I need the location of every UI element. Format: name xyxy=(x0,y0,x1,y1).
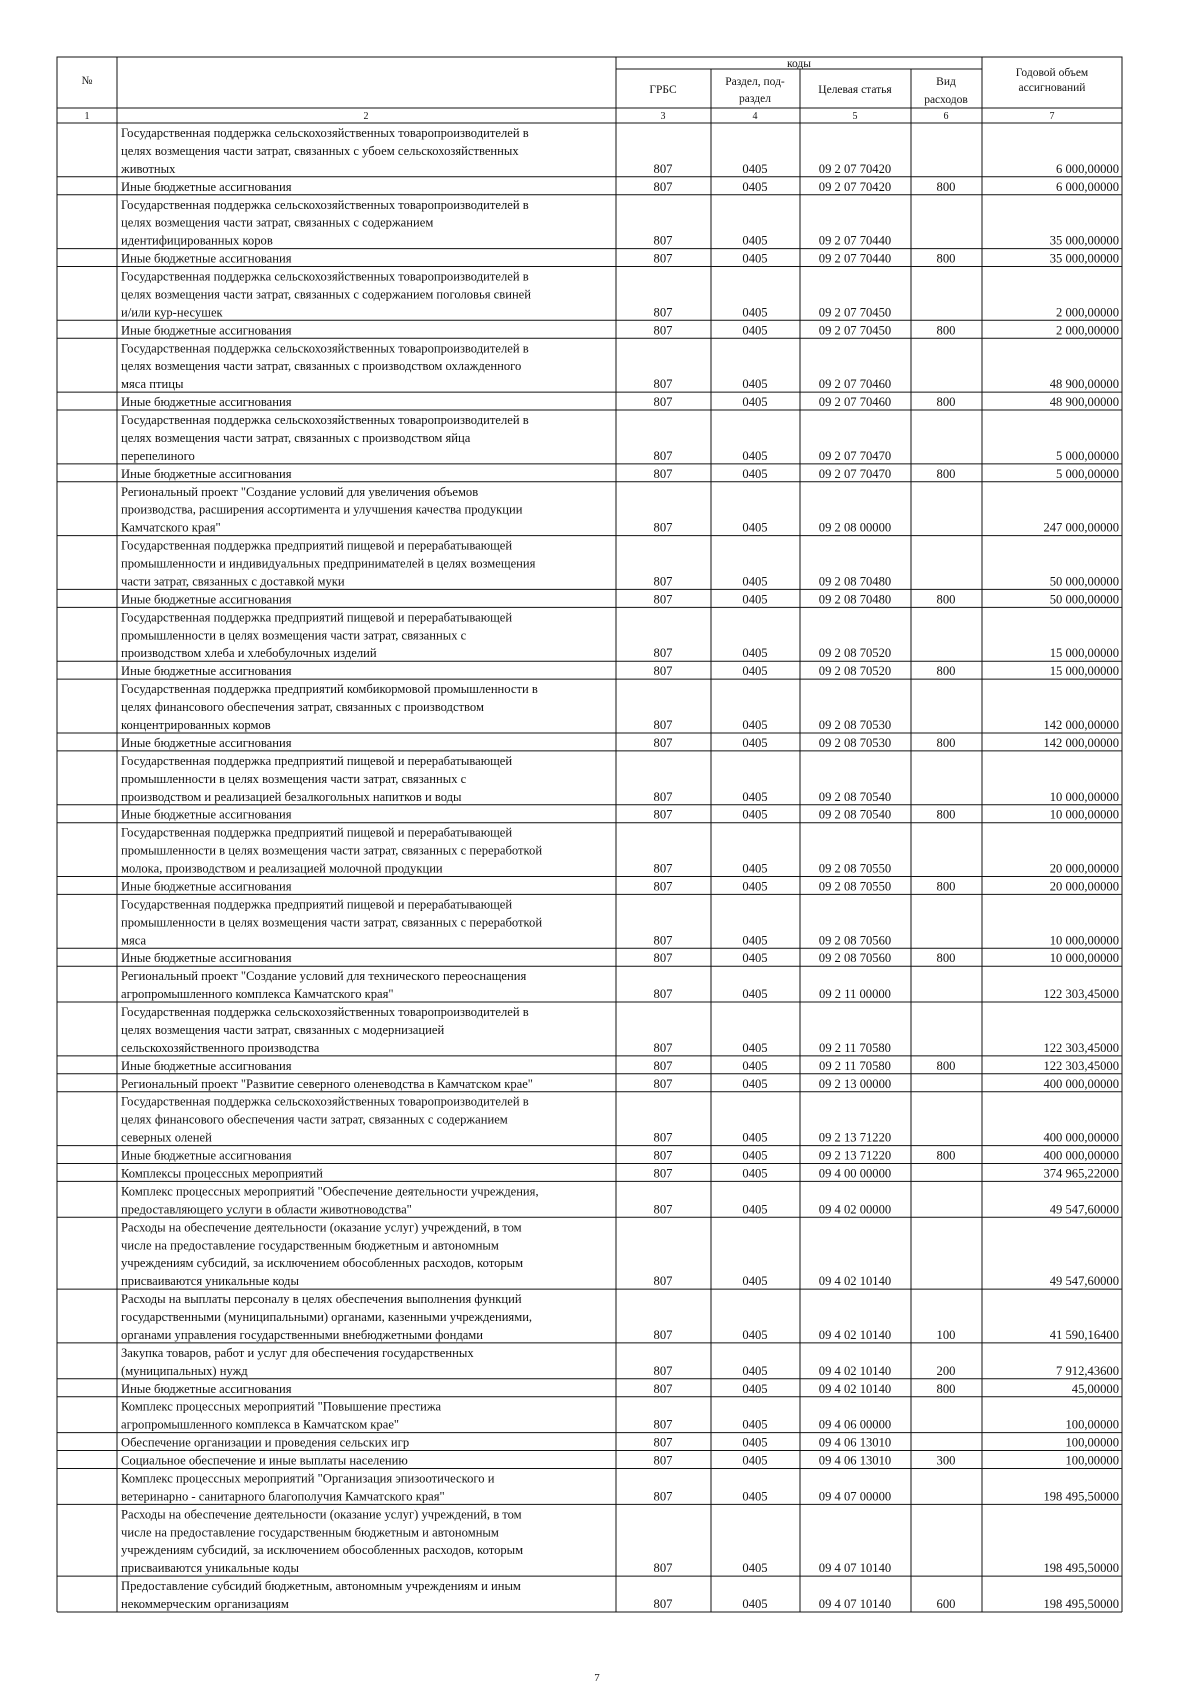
row-target: 09 2 11 70580 xyxy=(819,1058,891,1073)
row-description-line: числе на предоставление государственным бюджетным и автономным xyxy=(121,1238,499,1253)
row-description-line: присваиваются уникальные коды xyxy=(121,1561,299,1576)
row-section: 0405 xyxy=(742,1058,768,1073)
row-target: 09 4 07 10140 xyxy=(818,1561,892,1576)
row-description-line: Расходы на выплаты персоналу в целях обеспечения выполнения функций xyxy=(121,1292,522,1307)
row-target: 09 2 13 00000 xyxy=(818,1076,892,1091)
row-description-line: целях возмещения части затрат, связанных с модернизацией xyxy=(121,1023,445,1037)
row-description-line: Предоставление субсидий бюджетным, автономным учреждениям и иным xyxy=(121,1579,521,1594)
row-description-line: Государственная поддержка сельскохозяйственных товаропроизводителей в xyxy=(121,1094,529,1109)
row-grbs: 807 xyxy=(653,1040,673,1055)
row-description-line: Иные бюджетные ассигнования xyxy=(121,1058,292,1073)
row-description-line: Государственная поддержка предприятий пищевой и перерабатывающей xyxy=(121,610,513,625)
row-sum: 2 000,00000 xyxy=(1056,323,1119,338)
row-sum: 400 000,00000 xyxy=(1043,1148,1119,1163)
row-description-line: Региональный проект "Создание условий для увеличения объемов xyxy=(121,484,479,499)
colnum-7: 7 xyxy=(1049,111,1055,122)
row-vid: 800 xyxy=(936,735,956,750)
row-grbs: 807 xyxy=(653,987,673,1002)
row-vid: 800 xyxy=(936,395,956,410)
row-section: 0405 xyxy=(742,1076,768,1091)
row-grbs: 807 xyxy=(653,574,673,589)
row-description-line: Региональный проект "Развитие северного оленеводства в Камчатском крае" xyxy=(121,1076,533,1091)
row-target: 09 2 08 70540 xyxy=(818,807,892,822)
row-section: 0405 xyxy=(742,466,768,481)
row-target: 09 2 07 70440 xyxy=(818,251,892,266)
row-section: 0405 xyxy=(742,879,768,894)
row-grbs: 807 xyxy=(653,466,673,481)
row-sum: 100,00000 xyxy=(1065,1417,1119,1432)
row-description-line: государственными (муниципальными) органами, казенными учреждениями, xyxy=(121,1310,533,1324)
row-target: 09 4 07 00000 xyxy=(818,1489,892,1504)
row-target: 09 2 07 70450 xyxy=(818,323,892,338)
row-vid: 800 xyxy=(936,592,956,607)
row-section: 0405 xyxy=(742,395,768,410)
row-sum: 35 000,00000 xyxy=(1049,233,1119,248)
row-grbs: 807 xyxy=(653,861,673,876)
row-target: 09 2 07 70420 xyxy=(818,179,892,194)
row-sum: 198 495,50000 xyxy=(1043,1561,1119,1576)
row-section: 0405 xyxy=(742,1148,768,1163)
row-sum: 198 495,50000 xyxy=(1043,1597,1119,1612)
row-target: 09 2 11 00000 xyxy=(819,987,891,1002)
row-target: 09 2 07 70470 xyxy=(818,466,892,481)
row-sum: 100,00000 xyxy=(1065,1435,1119,1450)
row-description-line: Государственная поддержка сельскохозяйственных товаропроизводителей в xyxy=(121,197,529,212)
row-section: 0405 xyxy=(742,646,768,661)
row-sum: 5 000,00000 xyxy=(1056,466,1119,481)
header-grbs: ГРБС xyxy=(649,84,677,96)
header-num: № xyxy=(81,75,93,87)
header-section-2: раздел xyxy=(739,93,771,105)
row-sum: 6 000,00000 xyxy=(1056,179,1119,194)
row-description-line: молока, производством и реализацией молочной продукции xyxy=(121,861,443,876)
row-description-line: производством хлеба и хлебобулочных изделий xyxy=(121,646,377,661)
colnum-3: 3 xyxy=(660,111,666,122)
row-description-line: целях финансового обеспечения части затрат, связанных с содержанием xyxy=(121,1112,508,1127)
colnum-2: 2 xyxy=(363,111,369,122)
row-section: 0405 xyxy=(742,574,768,589)
row-grbs: 807 xyxy=(653,1417,673,1432)
row-grbs: 807 xyxy=(653,1076,673,1091)
row-target: 09 2 07 70440 xyxy=(818,233,892,248)
row-grbs: 807 xyxy=(653,789,673,804)
row-description-line: Государственная поддержка сельскохозяйственных товаропроизводителей в xyxy=(121,413,529,427)
row-sum: 49 547,60000 xyxy=(1049,1274,1119,1289)
row-target: 09 2 07 70420 xyxy=(818,161,892,176)
row-section: 0405 xyxy=(742,1435,768,1450)
row-section: 0405 xyxy=(742,807,768,822)
row-section: 0405 xyxy=(742,933,768,948)
row-sum: 41 590,16400 xyxy=(1049,1328,1119,1342)
row-vid: 300 xyxy=(936,1453,956,1468)
row-description-line: Иные бюджетные ассигнования xyxy=(121,1148,292,1163)
row-target: 09 4 06 00000 xyxy=(818,1417,892,1432)
row-description-line: агропромышленного комплекса Камчатского края" xyxy=(121,987,394,1002)
row-grbs: 807 xyxy=(653,879,673,894)
row-target: 09 2 08 70550 xyxy=(818,879,892,894)
row-grbs: 807 xyxy=(653,664,673,679)
row-description-line: Государственная поддержка предприятий пищевой и перерабатывающей xyxy=(121,753,513,768)
row-section: 0405 xyxy=(742,448,768,463)
row-vid: 800 xyxy=(936,323,956,338)
row-description-line: учреждениям субсидий, за исключением обособленных расходов, которым xyxy=(121,1256,524,1271)
row-description-line: числе на предоставление государственным бюджетным и автономным xyxy=(121,1525,499,1540)
row-target: 09 2 13 71220 xyxy=(818,1148,892,1163)
row-grbs: 807 xyxy=(653,251,673,266)
row-description-line: промышленности в целях возмещения части затрат, связанных с переработкой xyxy=(121,843,543,858)
row-target: 09 2 11 70580 xyxy=(819,1040,891,1055)
row-target: 09 2 08 70540 xyxy=(818,789,892,804)
row-section: 0405 xyxy=(742,179,768,194)
row-description-line: Обеспечение организации и проведения сельских игр xyxy=(121,1435,410,1450)
row-target: 09 2 08 70560 xyxy=(818,951,892,966)
row-target: 09 2 08 70520 xyxy=(818,664,892,679)
row-grbs: 807 xyxy=(653,161,673,176)
row-vid: 800 xyxy=(936,807,956,822)
row-section: 0405 xyxy=(742,520,768,535)
row-target: 09 4 06 13010 xyxy=(818,1453,892,1468)
row-section: 0405 xyxy=(742,305,768,320)
row-sum: 15 000,00000 xyxy=(1049,646,1119,661)
row-sum: 7 912,43600 xyxy=(1056,1363,1119,1378)
row-sum: 122 303,45000 xyxy=(1043,1040,1119,1055)
row-section: 0405 xyxy=(742,1274,768,1289)
row-vid: 800 xyxy=(936,1148,956,1163)
row-grbs: 807 xyxy=(653,951,673,966)
row-section: 0405 xyxy=(742,664,768,679)
row-grbs: 807 xyxy=(653,1058,673,1073)
row-vid: 800 xyxy=(936,179,956,194)
row-description-line: Региональный проект "Создание условий для технического переоснащения xyxy=(121,969,527,984)
header-volume-2: ассигнований xyxy=(1018,82,1086,94)
row-grbs: 807 xyxy=(653,1148,673,1163)
row-target: 09 2 08 70520 xyxy=(818,646,892,661)
row-sum: 10 000,00000 xyxy=(1049,933,1119,948)
row-description-line: Иные бюджетные ассигнования xyxy=(121,466,292,481)
row-sum: 48 900,00000 xyxy=(1049,377,1119,392)
row-sum: 400 000,00000 xyxy=(1043,1130,1119,1145)
row-target: 09 2 08 70550 xyxy=(818,861,892,876)
row-description-line: учреждениям субсидий, за исключением обособленных расходов, которым xyxy=(121,1543,524,1558)
row-description-line: целях возмещения части затрат, связанных с убоем сельскохозяйственных xyxy=(121,143,519,158)
row-description-line: Иные бюджетные ассигнования xyxy=(121,179,292,194)
row-description-line: агропромышленного комплекса в Камчатском крае" xyxy=(121,1417,400,1432)
row-sum: 35 000,00000 xyxy=(1049,251,1119,266)
row-section: 0405 xyxy=(742,861,768,876)
row-description-line: Иные бюджетные ассигнования xyxy=(121,592,292,607)
row-target: 09 4 02 10140 xyxy=(818,1363,892,1378)
row-description-line: Государственная поддержка сельскохозяйственных товаропроизводителей в xyxy=(121,126,529,140)
row-grbs: 807 xyxy=(653,1202,673,1217)
row-sum: 50 000,00000 xyxy=(1049,574,1119,589)
row-section: 0405 xyxy=(742,1597,768,1612)
row-section: 0405 xyxy=(742,1489,768,1504)
row-target: 09 2 07 70450 xyxy=(818,305,892,320)
row-sum: 49 547,60000 xyxy=(1049,1202,1119,1217)
row-description-line: идентифицированных коров xyxy=(121,233,273,248)
row-section: 0405 xyxy=(742,377,768,392)
row-grbs: 807 xyxy=(653,1453,673,1468)
row-grbs: 807 xyxy=(653,933,673,948)
row-vid: 800 xyxy=(936,951,956,966)
row-sum: 5 000,00000 xyxy=(1056,448,1119,463)
row-description-line: Государственная поддержка предприятий пищевой и перерабатывающей xyxy=(121,897,513,912)
row-description-line: промышленности и индивидуальных предпринимателей в целях возмещения xyxy=(121,556,536,571)
row-target: 09 2 08 00000 xyxy=(818,520,892,535)
row-description-line: Государственная поддержка предприятий комбикормовой промышленности в xyxy=(121,682,538,697)
row-vid: 800 xyxy=(936,664,956,679)
row-sum: 48 900,00000 xyxy=(1049,395,1119,410)
row-target: 09 4 02 10140 xyxy=(818,1274,892,1289)
row-section: 0405 xyxy=(742,323,768,338)
row-section: 0405 xyxy=(742,1417,768,1432)
row-grbs: 807 xyxy=(653,718,673,732)
row-grbs: 807 xyxy=(653,395,673,410)
row-description-line: промышленности в целях возмещения части затрат, связанных с xyxy=(121,628,467,643)
row-grbs: 807 xyxy=(653,305,673,320)
row-description-line: целях финансового обеспечения затрат, связанных с производством xyxy=(121,700,484,715)
row-description-line: Государственная поддержка предприятий пищевой и перерабатывающей xyxy=(121,538,513,553)
row-vid: 800 xyxy=(936,251,956,266)
row-description-line: производством и реализацией безалкогольных напитков и воды xyxy=(121,789,462,804)
row-grbs: 807 xyxy=(653,1381,673,1396)
row-grbs: 807 xyxy=(653,233,673,248)
row-sum: 6 000,00000 xyxy=(1056,161,1119,176)
row-description-line: Государственная поддержка сельскохозяйственных товаропроизводителей в xyxy=(121,269,529,284)
header-codes: коды xyxy=(787,58,811,70)
row-target: 09 4 02 10140 xyxy=(818,1328,892,1342)
row-grbs: 807 xyxy=(653,1166,673,1181)
row-grbs: 807 xyxy=(653,1328,673,1342)
row-grbs: 807 xyxy=(653,1561,673,1576)
row-sum: 142 000,00000 xyxy=(1043,735,1119,750)
row-grbs: 807 xyxy=(653,1435,673,1450)
header-vid-2: расходов xyxy=(924,94,968,106)
header-vid-1: Вид xyxy=(936,76,956,88)
row-grbs: 807 xyxy=(653,807,673,822)
header-target: Целевая статья xyxy=(818,84,892,96)
row-section: 0405 xyxy=(742,1328,768,1342)
row-section: 0405 xyxy=(742,233,768,248)
colnum-4: 4 xyxy=(752,111,758,122)
row-sum: 45,00000 xyxy=(1071,1381,1119,1396)
row-description-line: Иные бюджетные ассигнования xyxy=(121,951,292,966)
row-sum: 100,00000 xyxy=(1065,1453,1119,1468)
row-target: 09 4 00 00000 xyxy=(818,1166,892,1181)
row-section: 0405 xyxy=(742,1130,768,1145)
row-section: 0405 xyxy=(742,1202,768,1217)
row-description-line: Иные бюджетные ассигнования xyxy=(121,807,292,822)
row-description-line: целях возмещения части затрат, связанных с содержанием поголовья свиней xyxy=(121,287,532,302)
row-section: 0405 xyxy=(742,987,768,1002)
row-sum: 400 000,00000 xyxy=(1043,1076,1119,1091)
row-description-line: Иные бюджетные ассигнования xyxy=(121,879,292,894)
row-description-line: Комплексы процессных мероприятий xyxy=(121,1166,323,1181)
row-section: 0405 xyxy=(742,592,768,607)
row-description-line: Закупка товаров, работ и услуг для обеспечения государственных xyxy=(121,1345,474,1360)
row-section: 0405 xyxy=(742,951,768,966)
row-sum: 198 495,50000 xyxy=(1043,1489,1119,1504)
row-sum: 20 000,00000 xyxy=(1049,861,1119,876)
row-grbs: 807 xyxy=(653,323,673,338)
row-grbs: 807 xyxy=(653,1130,673,1145)
row-description-line: ветеринарно - санитарного благополучия Камчатского края" xyxy=(121,1489,445,1504)
row-grbs: 807 xyxy=(653,1597,673,1612)
row-grbs: 807 xyxy=(653,1363,673,1378)
row-vid: 800 xyxy=(936,466,956,481)
row-sum: 20 000,00000 xyxy=(1049,879,1119,894)
row-description-line: промышленности в целях возмещения части затрат, связанных с переработкой xyxy=(121,915,543,930)
row-description-line: предоставляющего услуги в области животноводства" xyxy=(121,1202,412,1217)
row-description-line: части затрат, связанных с доставкой муки xyxy=(121,574,345,589)
page-number: 7 xyxy=(594,1672,600,1684)
row-target: 09 4 07 10140 xyxy=(818,1597,892,1612)
row-description-line: северных оленей xyxy=(121,1130,212,1145)
row-grbs: 807 xyxy=(653,448,673,463)
row-sum: 122 303,45000 xyxy=(1043,1058,1119,1073)
row-vid: 800 xyxy=(936,879,956,894)
row-sum: 10 000,00000 xyxy=(1049,789,1119,804)
row-section: 0405 xyxy=(742,1166,768,1181)
row-description-line: некоммерческим организациям xyxy=(121,1597,289,1612)
row-section: 0405 xyxy=(742,251,768,266)
row-description-line: сельскохозяйственного производства xyxy=(121,1040,320,1055)
row-description-line: Иные бюджетные ассигнования xyxy=(121,323,292,338)
row-description-line: Социальное обеспечение и иные выплаты населению xyxy=(121,1453,408,1468)
row-description-line: промышленности в целях возмещения части затрат, связанных с xyxy=(121,771,467,786)
row-section: 0405 xyxy=(742,161,768,176)
row-description-line: Иные бюджетные ассигнования xyxy=(121,664,292,679)
row-section: 0405 xyxy=(742,1561,768,1576)
row-target: 09 2 08 70530 xyxy=(818,735,892,750)
row-description-line: мяса птицы xyxy=(121,377,184,392)
colnum-6: 6 xyxy=(943,111,949,122)
row-sum: 374 965,22000 xyxy=(1043,1166,1119,1181)
row-description-line: целях возмещения части затрат, связанных с производством охлажденного xyxy=(121,359,522,374)
row-sum: 122 303,45000 xyxy=(1043,987,1119,1002)
row-sum: 10 000,00000 xyxy=(1049,951,1119,966)
row-grbs: 807 xyxy=(653,646,673,661)
row-section: 0405 xyxy=(742,1381,768,1396)
row-description-line: Иные бюджетные ассигнования xyxy=(121,395,292,410)
row-sum: 247 000,00000 xyxy=(1043,520,1119,535)
row-target: 09 2 07 70460 xyxy=(818,377,892,392)
header-section-1: Раздел, под- xyxy=(725,76,785,88)
row-description-line: Камчатского края" xyxy=(121,520,221,535)
row-vid: 800 xyxy=(936,1381,956,1396)
row-description-line: присваиваются уникальные коды xyxy=(121,1274,299,1289)
row-description-line: производства, расширения ассортимента и улучшения качества продукции xyxy=(121,502,523,517)
row-grbs: 807 xyxy=(653,377,673,392)
row-section: 0405 xyxy=(742,1453,768,1468)
row-description-line: животных xyxy=(121,161,176,176)
row-description-line: концентрированных кормов xyxy=(121,718,271,732)
row-grbs: 807 xyxy=(653,592,673,607)
row-sum: 10 000,00000 xyxy=(1049,807,1119,822)
row-description-line: Государственная поддержка предприятий пищевой и перерабатывающей xyxy=(121,825,513,840)
colnum-1: 1 xyxy=(84,111,90,122)
row-description-line: Расходы на обеспечение деятельности (оказание услуг) учреждений, в том xyxy=(121,1220,522,1235)
row-sum: 15 000,00000 xyxy=(1049,664,1119,679)
row-description-line: Государственная поддержка сельскохозяйственных товаропроизводителей в xyxy=(121,1005,529,1019)
row-grbs: 807 xyxy=(653,1489,673,1504)
row-vid: 800 xyxy=(936,1058,956,1073)
row-target: 09 4 06 13010 xyxy=(818,1435,892,1450)
row-description-line: Иные бюджетные ассигнования xyxy=(121,735,292,750)
row-grbs: 807 xyxy=(653,520,673,535)
row-description-line: органами управления государственными внебюджетными фондами xyxy=(121,1328,484,1342)
row-description-line: целях возмещения части затрат, связанных с производством яйца xyxy=(121,431,471,445)
row-sum: 142 000,00000 xyxy=(1043,718,1119,732)
row-description-line: Государственная поддержка сельскохозяйственных товаропроизводителей в xyxy=(121,341,529,356)
row-description-line: целях возмещения части затрат, связанных с содержанием xyxy=(121,215,434,230)
row-sum: 50 000,00000 xyxy=(1049,592,1119,607)
row-vid: 100 xyxy=(936,1328,956,1342)
row-grbs: 807 xyxy=(653,179,673,194)
row-description-line: Комплекс процессных мероприятий "Обеспечение деятельности учреждения, xyxy=(121,1184,539,1199)
row-description-line: и/или кур-несушек xyxy=(121,305,223,320)
row-target: 09 2 08 70480 xyxy=(818,592,892,607)
row-description-line: мяса xyxy=(121,933,147,948)
row-description-line: Комплекс процессных мероприятий "Организация эпизоотического и xyxy=(121,1471,495,1486)
row-section: 0405 xyxy=(742,789,768,804)
row-target: 09 2 07 70470 xyxy=(818,448,892,463)
row-section: 0405 xyxy=(742,1040,768,1055)
row-vid: 200 xyxy=(936,1363,956,1378)
row-description-line: Комплекс процессных мероприятий "Повышение престижа xyxy=(121,1399,442,1414)
row-target: 09 2 08 70530 xyxy=(818,718,892,732)
header-volume-1: Годовой объем xyxy=(1015,67,1089,79)
row-description-line: Расходы на обеспечение деятельности (оказание услуг) учреждений, в том xyxy=(121,1507,522,1522)
row-grbs: 807 xyxy=(653,735,673,750)
row-description-line: перепелиного xyxy=(121,448,195,463)
row-target: 09 4 02 10140 xyxy=(818,1381,892,1396)
row-description-line: (муниципальных) нужд xyxy=(121,1363,248,1378)
row-section: 0405 xyxy=(742,718,768,732)
row-target: 09 2 08 70560 xyxy=(818,933,892,948)
row-sum: 2 000,00000 xyxy=(1056,305,1119,320)
row-target: 09 2 08 70480 xyxy=(818,574,892,589)
row-target: 09 2 07 70460 xyxy=(818,395,892,410)
row-section: 0405 xyxy=(742,1363,768,1378)
row-description-line: Иные бюджетные ассигнования xyxy=(121,251,292,266)
row-target: 09 2 13 71220 xyxy=(818,1130,892,1145)
row-target: 09 4 02 00000 xyxy=(818,1202,892,1217)
row-vid: 600 xyxy=(936,1597,956,1612)
row-description-line: Иные бюджетные ассигнования xyxy=(121,1381,292,1396)
row-grbs: 807 xyxy=(653,1274,673,1289)
colnum-5: 5 xyxy=(852,111,858,122)
row-section: 0405 xyxy=(742,735,768,750)
